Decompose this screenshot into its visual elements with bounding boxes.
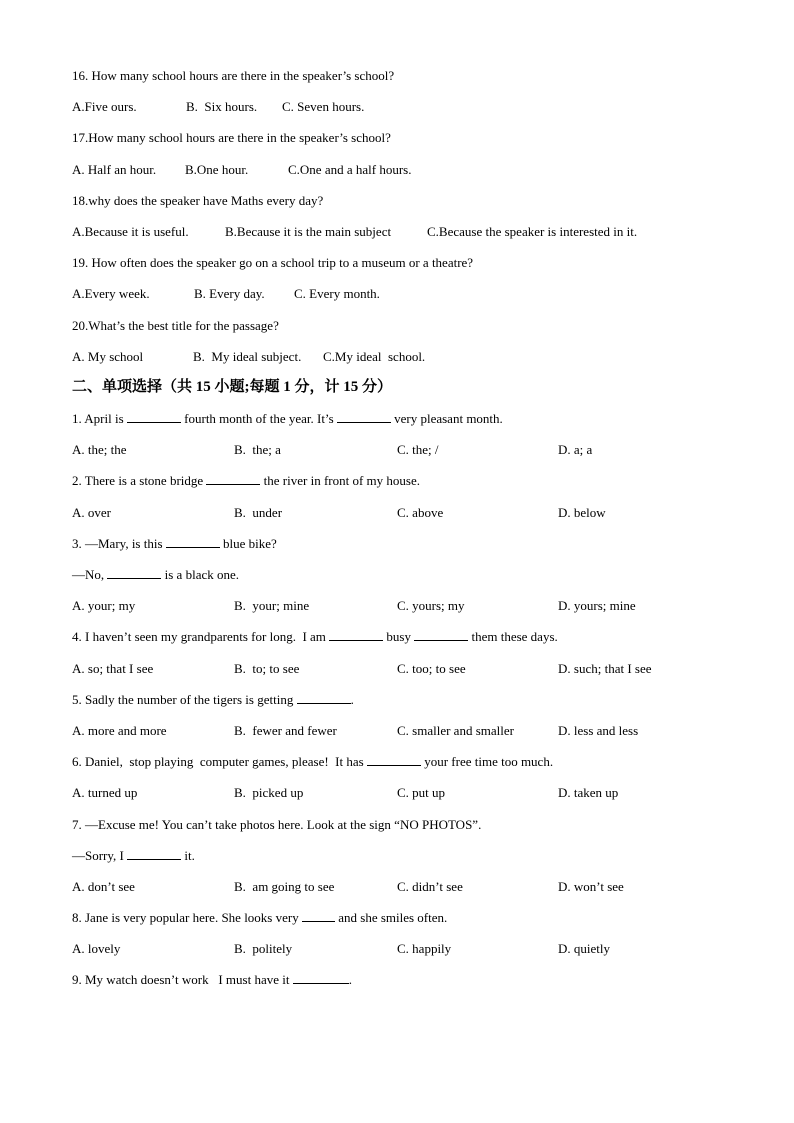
option-b: B. picked up [234,785,304,801]
mcq-question-4 [72,621,732,652]
answer-blank [127,847,181,860]
mcq-subline-7 [72,840,732,871]
answer-blank [297,691,351,704]
option-a: A. so; that I see [72,660,154,676]
question-20: 20.What’s the best title for the passage? [72,317,279,333]
option-b: B. politely [234,941,293,957]
question-text: 3. —Mary, is this [72,535,166,551]
question-18: 18.why does the speaker have Maths every day? [72,192,324,208]
mcq-question-1 [72,403,732,434]
mcq-question-5 [72,684,732,715]
mcq-question-6 [72,746,732,777]
mcq-options-8 [72,933,732,964]
option-d: D. such; that I see [558,660,652,676]
question-text: 2. There is a stone bridge [72,473,207,489]
answer-blank [414,628,468,641]
question-text: 8. Jane is very popular here. She looks very [72,910,302,926]
option-a: A. the; the [72,442,127,458]
answer-blank [107,566,161,579]
question-text: blue bike? [219,535,277,551]
answer-blank [337,410,391,423]
option-a: A. My school [72,348,144,364]
option-d: D. a; a [558,442,593,458]
question-text: it. [181,847,195,863]
question-text: them these days. [468,629,558,645]
options-17 [72,154,732,185]
option-a: A. turned up [72,785,138,801]
mcq-question-2 [72,465,732,496]
option-c: C. happily [397,941,452,957]
option-d: D. quietly [558,941,610,957]
mcq-options-4 [72,653,732,684]
question-text: 5. Sadly the number of the tigers is getting [72,691,297,707]
mcq-options-6 [72,777,732,808]
mcq-question-7: 7. —Excuse me! You can’t take photos here. Look at the sign “NO PHOTOS”. [72,816,482,832]
mcq-options-3 [72,590,732,621]
option-b: B. My ideal subject. [193,348,302,364]
question-text: 1. April is [72,411,127,427]
mcq-options-5 [72,715,732,746]
options-18 [72,216,732,247]
answer-blank [302,909,335,922]
option-a: A. your; my [72,598,136,614]
answer-blank [206,472,260,485]
option-b: B. to; to see [234,660,300,676]
question-text: —No, [72,567,108,582]
question-text: your free time too much. [420,754,554,770]
option-b: B. am going to see [234,878,335,894]
question-text: is a black one. [161,567,240,582]
options-19 [72,278,732,309]
option-c: C. Every month. [294,286,380,302]
options-20 [72,341,732,372]
option-a: A. more and more [72,722,167,738]
mcq-question-3 [72,528,732,559]
question-text: and she smiles often. [334,910,448,926]
option-b: B. Every day. [194,286,265,302]
mcq-options-2 [72,497,732,528]
question-text: busy [383,629,415,645]
option-b: B. Six hours. [186,99,258,115]
option-a: A.Because it is useful. [72,223,189,239]
question-text: 6. Daniel, stop playing computer games, please! It has [72,754,367,770]
option-a: A. over [72,504,111,520]
option-d: D. yours; mine [558,598,636,614]
question-text: —Sorry, I [72,847,128,863]
answer-blank [293,971,349,984]
option-a: A. don’t see [72,878,135,894]
options-16 [72,91,732,122]
option-d: D. won’t see [558,878,624,894]
question-text: very pleasant month. [390,411,503,427]
mcq-question-8 [72,902,732,933]
option-d: D. less and less [558,722,639,738]
section-title: 二、单项选择（共 15 小题;每题 1 分，计 15 分） [72,378,392,395]
option-b: B.Because it is the main subject [225,223,392,239]
question-text: the river in front of my house. [260,473,420,489]
option-a: A. lovely [72,941,121,957]
option-c: C. Seven hours. [282,99,365,115]
mcq-question-9 [72,964,732,995]
exam-page [72,60,732,996]
option-c: C. smaller and smaller [397,722,514,738]
question-text: fourth month of the year. It’s [180,411,337,427]
option-c: C.One and a half hours. [288,161,412,177]
question-16: 16. How many school hours are there in the speaker’s school? [72,68,395,83]
option-b: B.One hour. [185,161,249,177]
option-a: A. Half an hour. [72,161,157,177]
question-19: 19. How often does the speaker go on a school trip to a museum or a theatre? [72,255,474,271]
answer-blank [127,410,181,423]
answer-blank [367,753,421,766]
mcq-options-7 [72,871,732,902]
question-text: 9. My watch doesn’t work I must have it [72,972,293,988]
mcq-subline-3 [72,559,732,590]
mcq-options-1 [72,434,732,465]
question-text: . [350,691,354,707]
answer-blank [329,628,383,641]
option-d: D. taken up [558,785,619,801]
option-a: A.Five ours. [72,99,137,115]
option-b: B. under [234,504,283,520]
option-c: C.Because the speaker is interested in it. [427,223,638,239]
option-c: C. yours; my [397,598,465,614]
question-17: 17.How many school hours are there in the speaker’s school? [72,130,391,146]
option-c: C. too; to see [397,660,466,676]
option-d: D. below [558,504,606,520]
option-c: C. above [397,504,444,520]
answer-blank [166,535,220,548]
option-c: C.My ideal school. [323,348,426,364]
option-c: C. didn’t see [397,878,463,894]
question-text: 4. I haven’t seen my grandparents for long. I am [72,629,330,645]
option-c: C. the; / [397,442,439,458]
question-text: . [348,972,352,988]
option-b: B. the; a [234,442,281,458]
option-c: C. put up [397,785,446,801]
option-b: B. fewer and fewer [234,722,337,738]
option-a: A.Every week. [72,286,150,302]
option-b: B. your; mine [234,598,310,614]
